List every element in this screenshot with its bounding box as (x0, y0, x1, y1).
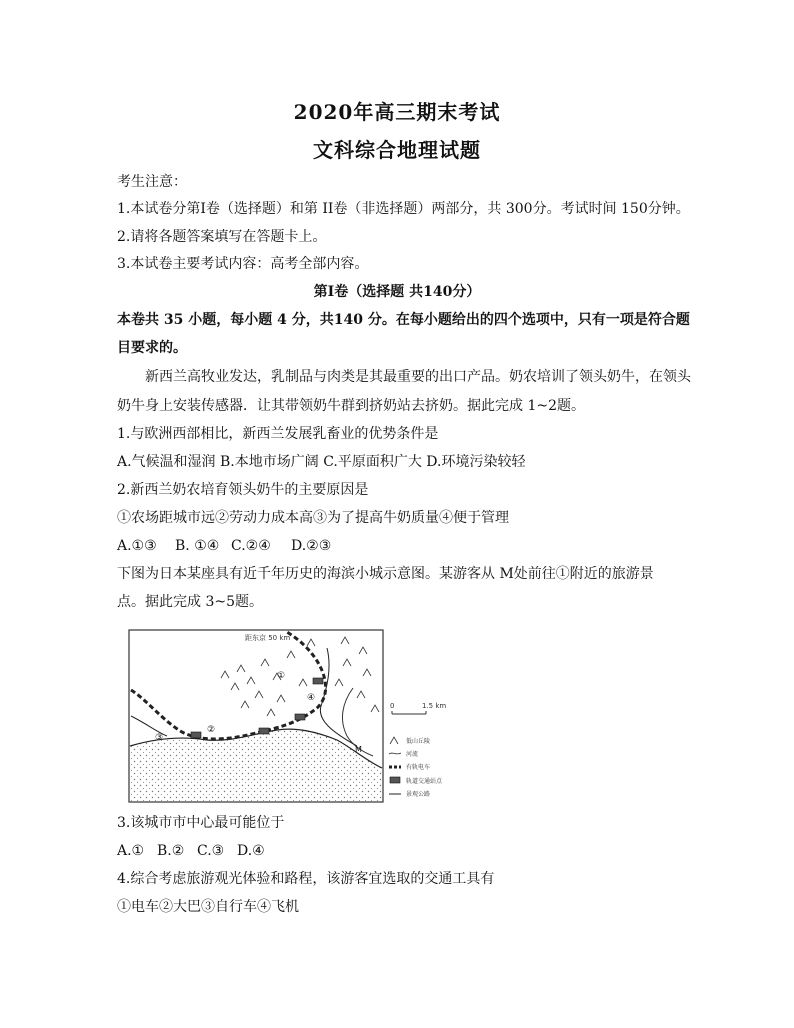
legend-station-icon (390, 777, 400, 783)
q3-stem: 3.该城市市中心最可能位于 (117, 815, 285, 831)
legend-road: 景观公路 (406, 791, 431, 798)
q2-option-a: A.①③ (117, 538, 157, 554)
q2-option-b: B. ①④ (175, 538, 220, 554)
station (295, 714, 305, 720)
station (191, 732, 201, 738)
marker-3: ③ (155, 733, 164, 743)
legend-hill-icon (390, 737, 398, 744)
marker-2: ② (207, 725, 216, 735)
q4-stem: 4.综合考虑旅游观光体验和路程，该游客宜选取的交通工具有 (117, 871, 495, 887)
station (313, 678, 323, 684)
scale-bar (392, 711, 426, 714)
legend-station: 轨道交通站点 (406, 778, 443, 785)
q2-option-d: D.②③ (291, 538, 332, 554)
marker-m: M (355, 745, 362, 754)
section-title: 第Ⅰ卷（选择题 共140分） (313, 284, 481, 300)
marker-4: ④ (307, 693, 316, 703)
notice-heading: 考生注意： (117, 174, 187, 190)
notice-item-2: 2.请将各题答案填写在答题卡上。 (117, 229, 327, 245)
q2-choices: ①农场距城市远②劳动力成本高③为了提高牛奶质量④便于管理 (117, 510, 509, 526)
legend-hills: 低山丘陵 (406, 738, 431, 745)
q2-stem: 2.新西兰奶农培育领头奶牛的主要原因是 (117, 482, 369, 498)
marker-1: ① (277, 671, 286, 681)
scale-start: 0 (390, 702, 395, 710)
q3-options (117, 841, 265, 861)
section-instruction-line2: 目要求的。 (117, 340, 187, 356)
legend-river-icon (389, 753, 401, 754)
scale-end: 1.5 km (422, 702, 447, 710)
legend-river: 河流 (406, 751, 419, 758)
notice-item-3: 3.本试卷主要考试内容：高考全部内容。 (117, 256, 369, 272)
legend-tram: 有轨电车 (406, 764, 431, 771)
q4-choices: ①电车②大巴③自行车④飞机 (117, 899, 299, 915)
page-title: 2020年高三期末考试 (293, 100, 501, 124)
map-legend (386, 698, 476, 804)
q1-stem: 1.与欧洲西部相比，新西兰发展乳畜业的优势条件是 (117, 426, 439, 442)
q2-option-c: C.②④ (231, 538, 271, 554)
passage2-line2: 点。据此完成 3~5题。 (117, 594, 263, 610)
page-subtitle: 文科综合地理试题 (313, 138, 481, 162)
q3-option-c: C.③ (197, 843, 225, 859)
passage2-line1: 下图为日本某座具有近千年历史的海滨小城示意图。某游客从 M处前往①附近的旅游景 (117, 566, 654, 582)
q3-option-b: B.② (157, 843, 185, 859)
notice-item-1: 1.本试卷分第Ⅰ卷（选择题）和第 II卷（非选择题）两部分，共 300分。考试时间 150分钟。 (117, 201, 690, 217)
q2-options (117, 536, 331, 556)
passage1-line2: 奶牛身上安装传感器．让其带领奶牛群到挤奶站去挤奶。据此完成 1~2题。 (117, 398, 585, 414)
q3-option-d: D.④ (237, 843, 265, 859)
map-top-label: 距东京 50 km (245, 634, 291, 642)
q3-option-a: A.① (117, 843, 145, 859)
station (259, 728, 269, 734)
passage1-line1: 新西兰高牧业发达，乳制品与肉类是其最重要的出口产品。奶农培训了领头奶牛，在领头 (145, 369, 691, 385)
section-instruction-line1: 本卷共 35 小题，每小题 4 分，共140 分。在每小题给出的四个选项中，只有一项是符合题 (117, 312, 690, 328)
q1-options: A.气候温和湿润 B.本地市场广阔 C.平原面积广大 D.环境污染较轻 (117, 454, 526, 470)
